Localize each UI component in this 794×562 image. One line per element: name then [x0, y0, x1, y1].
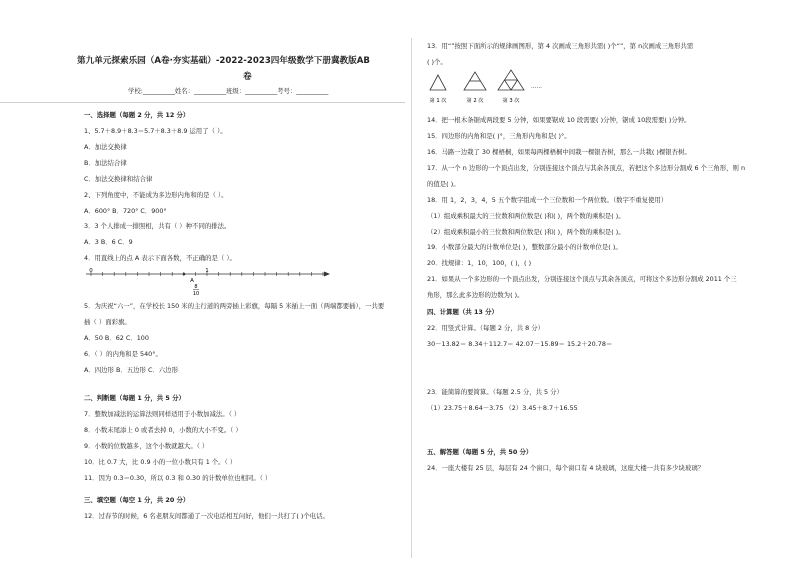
- question-text-continued: ( )个。: [427, 58, 447, 66]
- triangle-step-1: [430, 75, 446, 90]
- question-text: 9．小数的位数越多，这个小数就越大。（ ）: [84, 442, 209, 450]
- header-divider: [0, 102, 405, 103]
- question-text: 14．把一根木条锯成两段要 5 分钟，如果要锯成 10 段需要( )分钟，锯成 10段需要( )分钟。: [427, 116, 691, 124]
- step-label: 第 3 次: [502, 98, 520, 104]
- calculation-row: 30－13.82＝ 8.34＋112.7＝ 42.07－15.89＝ 15.2＋20.78＝: [427, 340, 613, 348]
- question-text: 19．小数部分最大的计数单位是( )，整数部分最小的计数单位是( )。: [427, 243, 622, 251]
- question-text: 6．（ ）的内角和是 540°。: [84, 350, 162, 358]
- question-text: 5．为庆祝“六一”，在学校长 150 米的主行道的两旁插上彩旗，每隔 5 米插上一面（两端都要插），一共要: [84, 302, 385, 310]
- step-label: 第 2 次: [466, 98, 484, 104]
- question-text: 4．用直线上的点 A 表示下面各数，不正确的是（ ）。: [84, 254, 236, 262]
- fraction-denominator: 10: [192, 291, 200, 297]
- option-row: A．600° B．720° C．900°: [84, 207, 167, 215]
- question-text: 11．因为 0.3＝0.30，所以 0.3 和 0.30 的计数单位也相同。（ ）: [84, 474, 272, 482]
- option-text: B．加法结合律: [84, 159, 127, 167]
- question-text: 10．比 0.7 大，比 0.9 小的一位小数只有 1 个。（ ）: [84, 458, 237, 466]
- question-text: 23．能简算的要简算。（每题 2.5 分，共 5 分）: [427, 388, 563, 396]
- option-text: A．加法交换律: [84, 143, 127, 151]
- option-row: A．50 B．62 C．100: [84, 334, 149, 342]
- section-heading: 三、填空题（每空 1 分，共 20 分）: [84, 496, 190, 504]
- question-text: 22．用竖式计算。（每题 2 分，共 8 分）: [427, 324, 545, 332]
- question-text: 15．四边形的内角和是( )°，三角形内角和是( )°。: [427, 132, 571, 140]
- question-text: 1、5.7＋8.9＋8.3＝5.7＋8.3＋8.9 运用了（ ）。: [84, 127, 227, 135]
- student-info-line: 学校:__________姓名：__________班级：__________考号：__________: [128, 87, 329, 95]
- question-text: 13．用“”按照下面所示的规律画图形，第 4 次画成三角形共需( )个“”，第 n次画成三角形共需: [427, 42, 694, 50]
- section-heading: 五、解答题（每题 5 分，共 50 分）: [427, 448, 533, 456]
- option-text: C．加法交换律和结合律: [84, 175, 153, 183]
- section-heading: 一、选择题（每题 2 分，共 12 分）: [84, 111, 190, 119]
- pattern-ellipsis: ……: [531, 84, 542, 90]
- exam-title-continued: 卷: [243, 72, 252, 82]
- column-separator: [411, 38, 412, 558]
- question-text: 21．如果从一个多边形的一个顶点出发，分别连接这个顶点与其余各顶点，可将这个多边形分割成 2011 个三: [427, 275, 737, 283]
- question-text: 17．从一个 n 边形的一个顶点出发，分别连接这个顶点与其余各顶点，若把这个多边形分割成 6 个三角形，则 n: [427, 164, 746, 172]
- question-text: 20．找规律：1，10，100，( )，( ): [427, 259, 532, 267]
- question-text: 24．一座大楼有 25 层，每层有 24 个窗口，每个窗口有 4 块玻璃，这座大楼一共有多少块玻璃？: [427, 464, 705, 472]
- question-text: 18．用 1，2，3，4，5 五个数字组成一个三位数和一个两位数。（数字不重复使用）: [427, 196, 668, 204]
- question-text: 7．整数加减法的运算法则同样适用于小数加减法。（ ）: [84, 410, 241, 418]
- calculation-row: （1）23.75＋8.64－3.75 （2）3.45＋8.7＋16.55: [427, 404, 578, 412]
- question-text: 8．小数末尾添上 0 或者去掉 0，小数的大小不变。（ ）: [84, 426, 242, 434]
- number-line-arrow: [324, 272, 330, 277]
- tick-label-one: 1: [205, 268, 209, 274]
- question-text-continued: 角形，那么此多边形的边数为( )。: [427, 291, 524, 299]
- fraction-numerator: 8: [194, 284, 198, 290]
- question-text-continued: 的值是( )。: [427, 180, 460, 188]
- question-text: 3．3 个人排成一排照相，共有（ ）种不同的排法。: [84, 222, 231, 230]
- exam-title: 第九单元探索乐园（A卷·夯实基础）-2022-2023四年级数学下册冀教版AB: [77, 56, 370, 66]
- sub-question-text: （2）组成乘积最小的三位数和两位数是( )和( )，两个数的乘积是( )。: [427, 228, 625, 236]
- triangle-step-3-inner: [505, 80, 512, 90]
- section-heading: 二、判断题（每题 1 分，共 5 分）: [84, 394, 185, 402]
- section-heading: 四、计算题（共 13 分）: [427, 308, 498, 316]
- number-line-figure: [84, 266, 414, 298]
- question-text-continued: 插（ ）面彩旗。: [84, 318, 131, 326]
- sub-question-text: （1）组成乘积最大的三位数和两位数是( )和( )，两个数的乘积是( )。: [427, 212, 625, 220]
- step-label: 第 1 次: [429, 98, 447, 104]
- triangle-step-3-inner: [511, 80, 518, 90]
- option-row: A．四边形 B．五边形 C．六边形: [84, 366, 178, 374]
- point-a-marker: [183, 273, 186, 276]
- question-text: 12．过春节的时候，6 名老朋友间都通了一次电话相互问好，他们一共打了( )个电话。: [84, 512, 329, 520]
- triangle-pattern-figure: [429, 70, 569, 110]
- question-text: 16．马路一边栽了 30 棵梧桐，如果每两棵梧桐中间栽一棵银杏树，那么一共栽( )棵银杏树。: [427, 148, 691, 156]
- question-text: 2、下列角度中，不能成为多边形内角和的是（ ）。: [84, 191, 228, 199]
- tick-label-zero: 0: [89, 268, 93, 274]
- option-row: A．3 B．6 C．9: [84, 238, 133, 246]
- point-a-label: A: [190, 278, 194, 284]
